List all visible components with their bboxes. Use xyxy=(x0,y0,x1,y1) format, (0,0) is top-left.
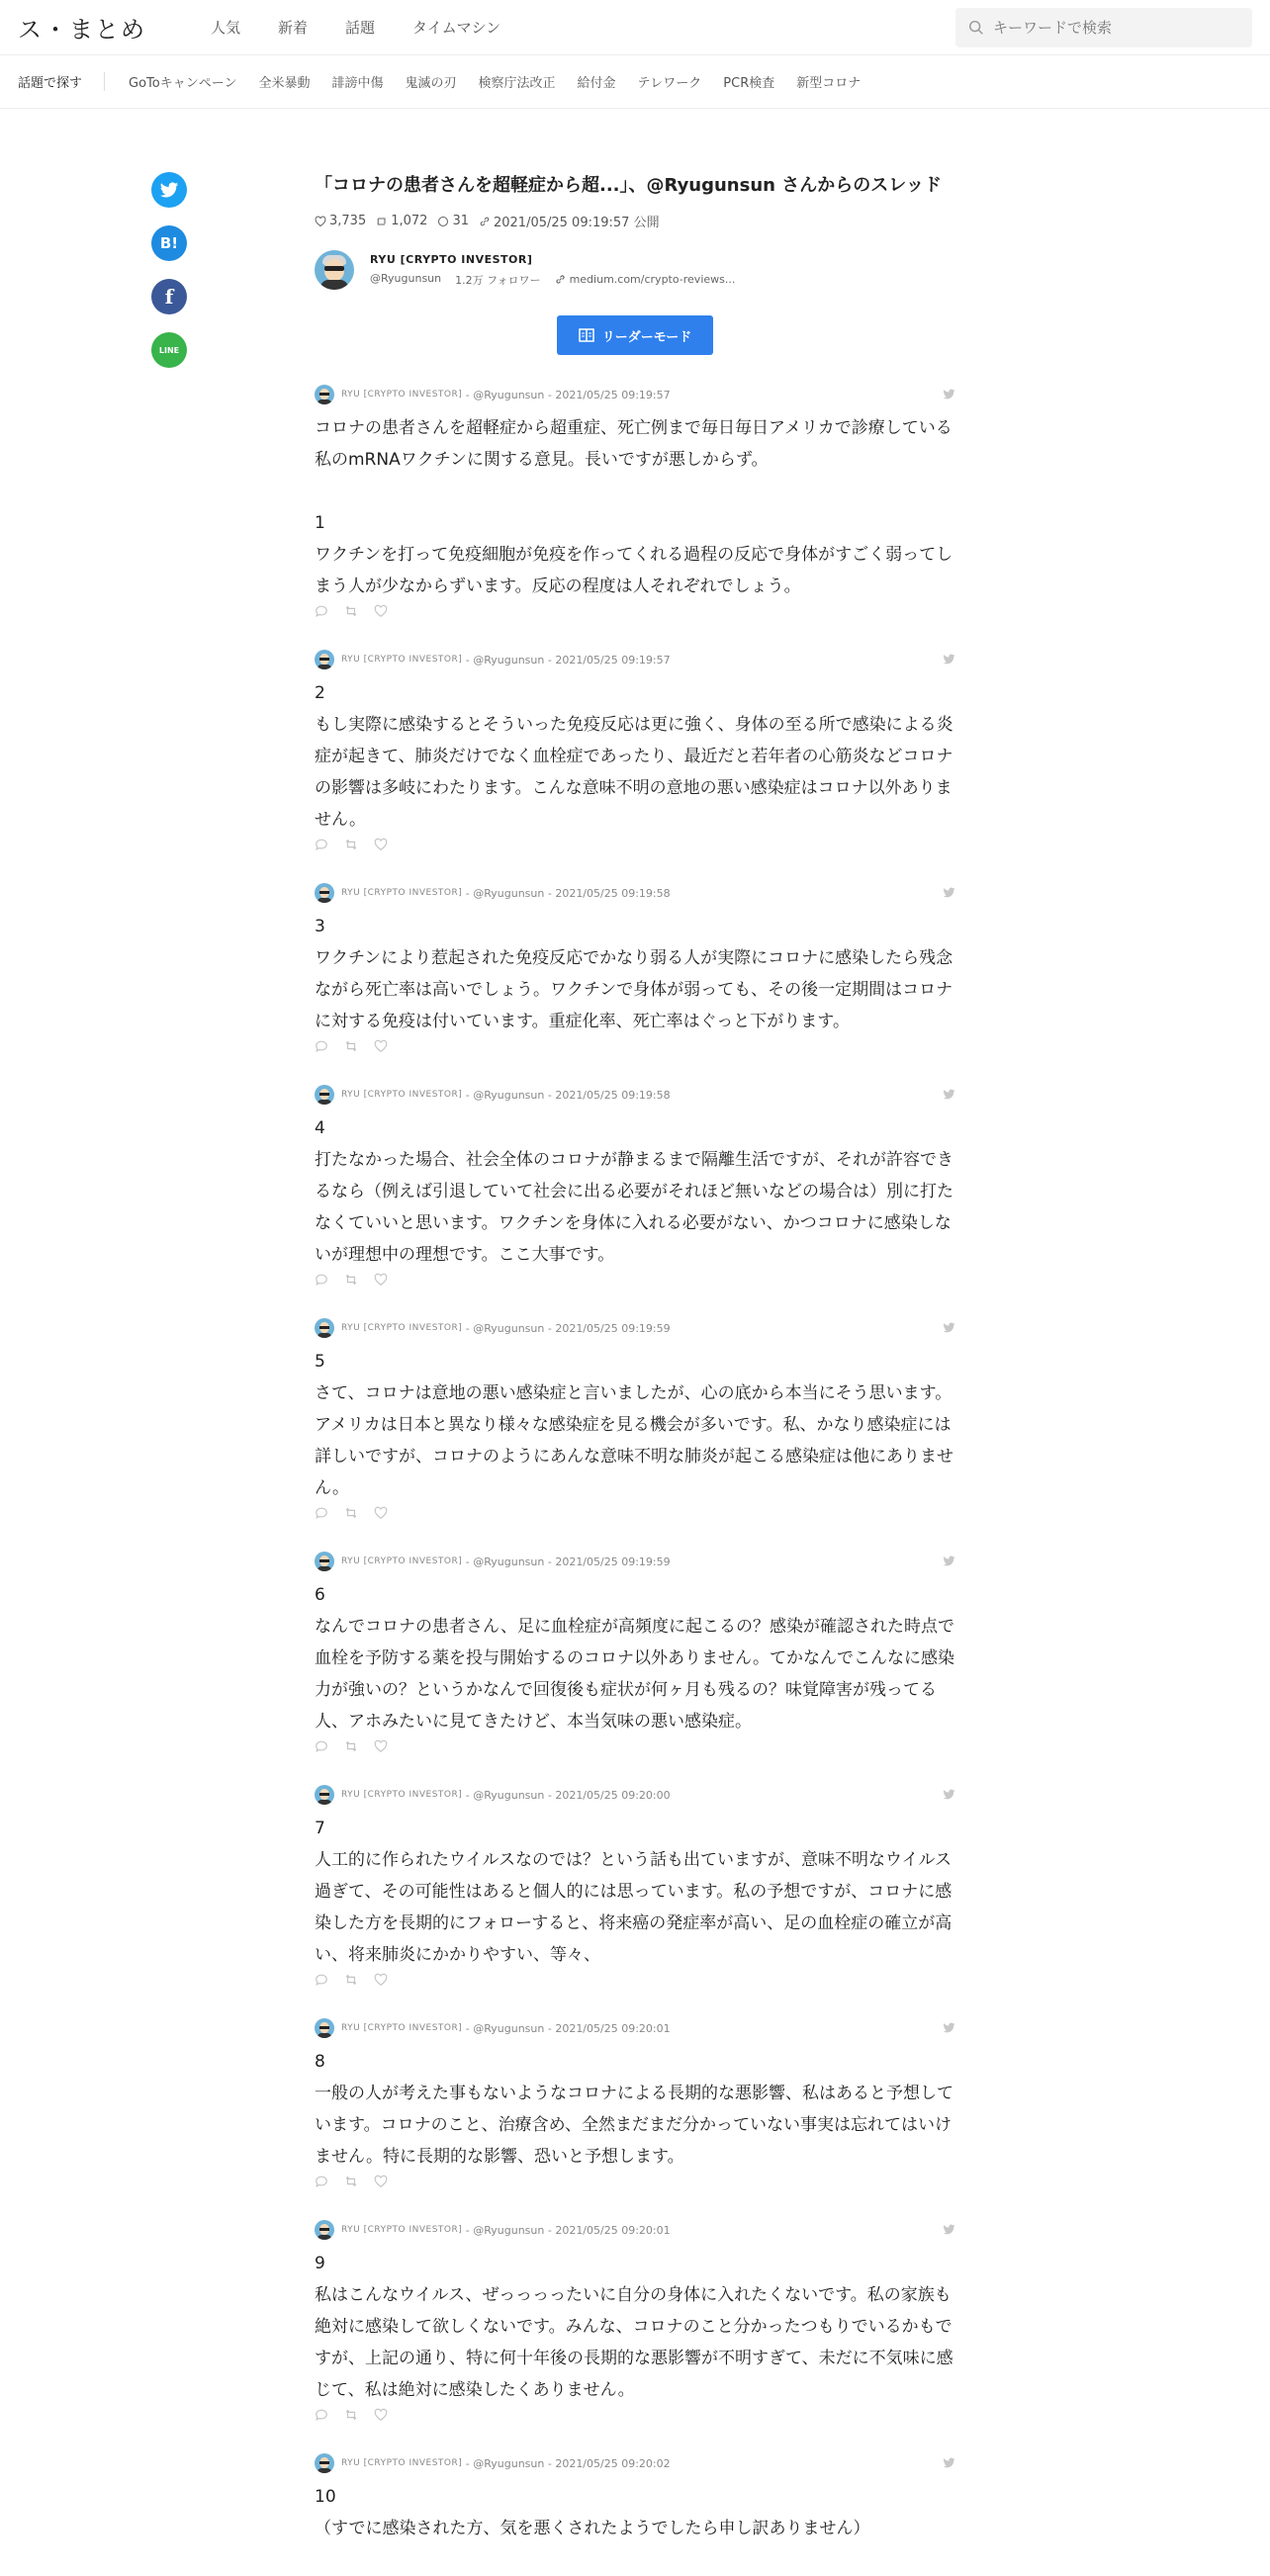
tweet-meta[interactable]: - @Ryugunsun - 2021/05/25 09:20:02 xyxy=(465,2456,671,2470)
tweet-header xyxy=(315,1085,955,1105)
author-avatar[interactable] xyxy=(315,250,354,290)
tweet-actions xyxy=(315,838,955,851)
article xyxy=(315,172,955,2576)
link-icon xyxy=(479,216,491,227)
reply-icon[interactable] xyxy=(315,1506,328,1520)
tweet-text: 3 ワクチンにより惹起された免疫反応でかなり弱る人が実際にコロナに感染したら残念ながら死亡率は高いでしょう。ワクチンで身体が弱っても、その後一定期間はコロナに対する免疫は付いています。重症化率、死亡率はぐっと下がります。 xyxy=(315,917,953,1031)
topic-tag[interactable]: PCR検査 xyxy=(723,76,775,91)
tweet-header xyxy=(315,385,955,404)
tweet xyxy=(315,1552,955,1753)
tweet xyxy=(315,883,955,1053)
topic-tag[interactable]: 鬼滅の刃 xyxy=(405,76,457,91)
topic-nav xyxy=(0,55,1270,109)
tweet-author-name[interactable]: RYU [CRYPTO INVESTOR] xyxy=(341,1790,463,1800)
tweet-header xyxy=(315,2018,955,2038)
tweet-header xyxy=(315,1552,955,1571)
published-date: 2021/05/25 09:19:57 公開 xyxy=(479,212,660,230)
retweet-icon[interactable] xyxy=(344,1039,358,1053)
author-handle[interactable]: @Ryugunsun xyxy=(370,271,442,285)
tweet-meta[interactable]: - @Ryugunsun - 2021/05/25 09:20:01 xyxy=(465,2223,671,2237)
nav-timemachine[interactable]: タイムマシン xyxy=(412,19,501,37)
retweet-icon[interactable] xyxy=(344,2175,358,2188)
retweet-icon[interactable] xyxy=(344,1506,358,1520)
topic-tag[interactable]: 新型コロナ xyxy=(796,76,862,91)
tweet-author-name[interactable]: RYU [CRYPTO INVESTOR] xyxy=(341,1323,463,1333)
tweet-text: 4 打たなかった場合、社会全体のコロナが静まるまで隔離生活ですが、それが許容できるなら（例えば引退していて社会に出る必要がそれほど無いなどの場合は）別に打たなくていいと思います。ワクチンを身体に入れる必要がない、かつコロナに感染しないが理想中の理想です。ここ大事です。 xyxy=(315,1118,953,1265)
tweet-header xyxy=(315,650,955,669)
reply-icon[interactable] xyxy=(315,1273,328,1287)
author-website[interactable]: medium.com/crypto-reviews... xyxy=(555,272,736,288)
author-card xyxy=(315,250,955,290)
hatena-share-button[interactable]: B! xyxy=(151,225,187,261)
author-followers: 1.2万 フォロワー xyxy=(455,273,541,287)
like-icon[interactable] xyxy=(374,2175,388,2188)
tweet-meta[interactable]: - @Ryugunsun - 2021/05/25 09:19:58 xyxy=(465,886,671,900)
search-icon xyxy=(967,19,985,37)
tweet-text: 6 なんでコロナの患者さん、足に血栓症が高頻度に起こるの？感染が確認された時点で血栓を予防する薬を投与開始するのコロナ以外ありません。てかなんでこんなに感染力が強いの？というかなんで回復後も症状が何ヶ月も残るの？味覚障害が残ってる人、アホみたいに見てきたけど、本当気味の悪い感染症。 xyxy=(315,1585,955,1732)
twitter-icon[interactable] xyxy=(943,653,955,666)
tweet-avatar[interactable] xyxy=(315,650,334,669)
topic-tag[interactable]: 誹謗中傷 xyxy=(331,76,384,91)
like-icon[interactable] xyxy=(374,1973,388,1987)
nav-topics[interactable]: 話題 xyxy=(345,19,376,37)
nav-new[interactable]: 新着 xyxy=(278,19,309,37)
retweet-icon[interactable] xyxy=(344,1739,358,1753)
share-buttons xyxy=(151,172,187,368)
reply-icon[interactable] xyxy=(315,604,328,618)
retweet-icon xyxy=(376,216,388,227)
tweet xyxy=(315,650,955,851)
main-nav xyxy=(211,17,500,38)
topic-tag[interactable]: 全米暴動 xyxy=(258,76,311,91)
retweet-icon[interactable] xyxy=(344,1973,358,1987)
twitter-icon[interactable] xyxy=(943,1788,955,1801)
tweet-meta[interactable]: - @Ryugunsun - 2021/05/25 09:19:59 xyxy=(465,1321,671,1335)
tweet-author-name[interactable]: RYU [CRYPTO INVESTOR] xyxy=(341,888,463,898)
topic-tags xyxy=(129,72,861,91)
topic-nav-label: 話題で探す xyxy=(18,72,105,91)
tweet-text: 10 （すでに感染された方、気を悪くされたようでしたら申し訳ありません） xyxy=(315,2487,870,2538)
topic-tag[interactable]: 検察庁法改正 xyxy=(478,76,556,91)
twitter-icon[interactable] xyxy=(943,1088,955,1101)
twitter-share-button[interactable] xyxy=(151,172,187,208)
retweet-icon[interactable] xyxy=(344,604,358,618)
tweet-text: 7 人工的に作られたウイルスなのでは？という話も出ていますが、意味不明なウイルス過ぎて、その可能性はあると個人的には思っています。私の予想ですが、コロナに感染した方を長期的にフォローすると、将来癌の発症率が高い、足の血栓症の確立が高い、将来肺炎にかかりやすい、等々、 xyxy=(315,1819,952,1965)
site-header xyxy=(0,0,1270,55)
tweet-text: 2 もし実際に感染するとそういった免疫反応は更に強く、身体の至る所で感染による炎症が起きて、肺炎だけでなく血栓症であったり、最近だと若年者の心筋炎などコロナの影響は多岐にわたります。こんな意味不明の意地の悪い感染症はコロナ以外ありません。 xyxy=(315,683,953,830)
tweet-meta[interactable]: - @Ryugunsun - 2021/05/25 09:19:57 xyxy=(465,653,671,666)
tweet-avatar[interactable] xyxy=(315,1785,334,1805)
site-logo[interactable]: ス・まとめ xyxy=(18,16,146,44)
like-icon[interactable] xyxy=(374,1039,388,1053)
line-share-button[interactable]: LINE xyxy=(151,332,187,368)
reply-icon[interactable] xyxy=(315,2175,328,2188)
tweet-text: 5 さて、コロナは意地の悪い感染症と言いましたが、心の底から本当にそう思います。アメリカは日本と異なり様々な感染症を見る機会が多いです。私、かなり感染症には詳しいですが、コロナのようにあんな意味不明な肺炎が起こる感染症は他にありません。 xyxy=(315,1352,953,1498)
tweet-avatar[interactable] xyxy=(315,1318,334,1338)
tweet-author-name[interactable]: RYU [CRYPTO INVESTOR] xyxy=(341,655,463,665)
article-stats xyxy=(315,212,955,230)
reply-icon[interactable] xyxy=(315,1973,328,1987)
nav-popular[interactable]: 人気 xyxy=(211,19,241,37)
topic-tag[interactable]: テレワーク xyxy=(637,76,702,91)
tweet-header xyxy=(315,883,955,903)
twitter-icon xyxy=(159,180,179,200)
tweet-actions xyxy=(315,1506,955,1520)
tweet-avatar[interactable] xyxy=(315,2220,334,2240)
tweet-text: コロナの患者さんを超軽症から超重症、死亡例まで毎日毎日アメリカで診療している私のmRNAワクチンに関する意見。長いですが悪しからず。 1 ワクチンを打って免疫細胞が免疫を作ってくれる過程の反応で身体がすごく弱ってしまう人が少なからずいます。反応の程度は人それぞれでしょう。 xyxy=(315,418,953,596)
likes-count: 3,735 xyxy=(315,214,366,228)
search-input[interactable] xyxy=(993,19,1230,37)
tweet-header xyxy=(315,2220,955,2240)
tweet-meta[interactable]: - @Ryugunsun - 2021/05/25 09:19:59 xyxy=(465,1554,671,1568)
twitter-icon[interactable] xyxy=(943,1321,955,1334)
tweet-meta[interactable]: - @Ryugunsun - 2021/05/25 09:20:01 xyxy=(465,2021,671,2035)
tweet xyxy=(315,2220,955,2422)
tweet-author-name[interactable]: RYU [CRYPTO INVESTOR] xyxy=(341,1556,463,1566)
heart-icon xyxy=(315,216,326,227)
like-icon[interactable] xyxy=(374,604,388,618)
tweet-actions xyxy=(315,604,955,618)
facebook-share-button[interactable]: f xyxy=(151,279,187,314)
tweet-list xyxy=(315,385,955,2544)
retweet-icon[interactable] xyxy=(344,2408,358,2422)
reply-icon[interactable] xyxy=(315,838,328,851)
comment-icon xyxy=(437,216,449,227)
reply-icon[interactable] xyxy=(315,1039,328,1053)
tweet xyxy=(315,2453,955,2544)
tweet-header xyxy=(315,2453,955,2473)
tweet-actions xyxy=(315,2408,955,2422)
like-icon[interactable] xyxy=(374,2408,388,2422)
tweet-avatar[interactable] xyxy=(315,1552,334,1571)
tweet-meta[interactable]: - @Ryugunsun - 2021/05/25 09:19:58 xyxy=(465,1088,671,1102)
twitter-icon[interactable] xyxy=(943,886,955,899)
tweet-author-name[interactable]: RYU [CRYPTO INVESTOR] xyxy=(341,2458,463,2468)
reader-mode-button[interactable]: リーダーモード xyxy=(557,315,713,355)
tweet-author-name[interactable]: RYU [CRYPTO INVESTOR] xyxy=(341,390,463,400)
tweet xyxy=(315,1085,955,1287)
reply-icon[interactable] xyxy=(315,1739,328,1753)
reply-icon[interactable] xyxy=(315,2408,328,2422)
tweet-avatar[interactable] xyxy=(315,2018,334,2038)
tweet-actions xyxy=(315,1273,955,1287)
tweet-actions xyxy=(315,1039,955,1053)
retweet-icon[interactable] xyxy=(344,1273,358,1287)
tweet-avatar[interactable] xyxy=(315,2453,334,2473)
retweets-count: 1,072 xyxy=(376,214,427,228)
tweet xyxy=(315,1318,955,1520)
tweet xyxy=(315,385,955,618)
twitter-icon[interactable] xyxy=(943,388,955,400)
tweet-header xyxy=(315,1785,955,1805)
tweet-meta[interactable]: - @Ryugunsun - 2021/05/25 09:19:57 xyxy=(465,388,671,401)
tweet-author-name[interactable]: RYU [CRYPTO INVESTOR] xyxy=(341,2023,463,2033)
tweet-author-name[interactable]: RYU [CRYPTO INVESTOR] xyxy=(341,1090,463,1100)
tweet-actions xyxy=(315,1739,955,1753)
twitter-icon[interactable] xyxy=(943,2223,955,2236)
tweet-actions xyxy=(315,2175,955,2188)
book-icon xyxy=(579,328,594,342)
topic-tag[interactable]: GoToキャンペーン xyxy=(129,76,237,91)
tweet-header xyxy=(315,1318,955,1338)
retweet-icon[interactable] xyxy=(344,838,358,851)
tweet-text: 9 私はこんなウイルス、ぜっっっったいに自分の身体に入れたくないです。私の家族も絶対に感染して欲しくないです。みんな、コロナのこと分かったつもりでいるかもですが、上記の通り、特に何十年後の長期的な悪影響が不明すぎて、未だに不気味に感じて、私は絶対に感染したくありません。 xyxy=(315,2254,953,2400)
search-box[interactable] xyxy=(955,8,1252,47)
link-icon xyxy=(555,274,566,285)
tweet-avatar[interactable] xyxy=(315,883,334,903)
tweet-meta[interactable]: - @Ryugunsun - 2021/05/25 09:20:00 xyxy=(465,1788,671,1802)
author-name[interactable]: RYU [CRYPTO INVESTOR] xyxy=(370,252,533,266)
tweet xyxy=(315,2018,955,2188)
twitter-icon[interactable] xyxy=(943,2021,955,2034)
comments-count: 31 xyxy=(437,214,469,228)
like-icon[interactable] xyxy=(374,838,388,851)
tweet-actions xyxy=(315,1973,955,1987)
tweet-avatar[interactable] xyxy=(315,1085,334,1105)
twitter-icon[interactable] xyxy=(943,2456,955,2469)
tweet-avatar[interactable] xyxy=(315,385,334,404)
twitter-icon[interactable] xyxy=(943,1554,955,1567)
like-icon[interactable] xyxy=(374,1739,388,1753)
tweet-text: 8 一般の人が考えた事もないようなコロナによる長期的な悪影響、私はあると予想しています。コロナのこと、治療含め、全然まだまだ分かっていない事実は忘れてはいけません。特に長期的な影響、恐いと予想します。 xyxy=(315,2052,953,2167)
like-icon[interactable] xyxy=(374,1273,388,1287)
topic-tag[interactable]: 給付金 xyxy=(577,76,616,91)
article-title: 「コロナの患者さんを超軽症から超...」、@Ryugunsun さんからのスレッド xyxy=(315,175,943,196)
like-icon[interactable] xyxy=(374,1506,388,1520)
tweet xyxy=(315,1785,955,1987)
tweet-author-name[interactable]: RYU [CRYPTO INVESTOR] xyxy=(341,2225,463,2235)
